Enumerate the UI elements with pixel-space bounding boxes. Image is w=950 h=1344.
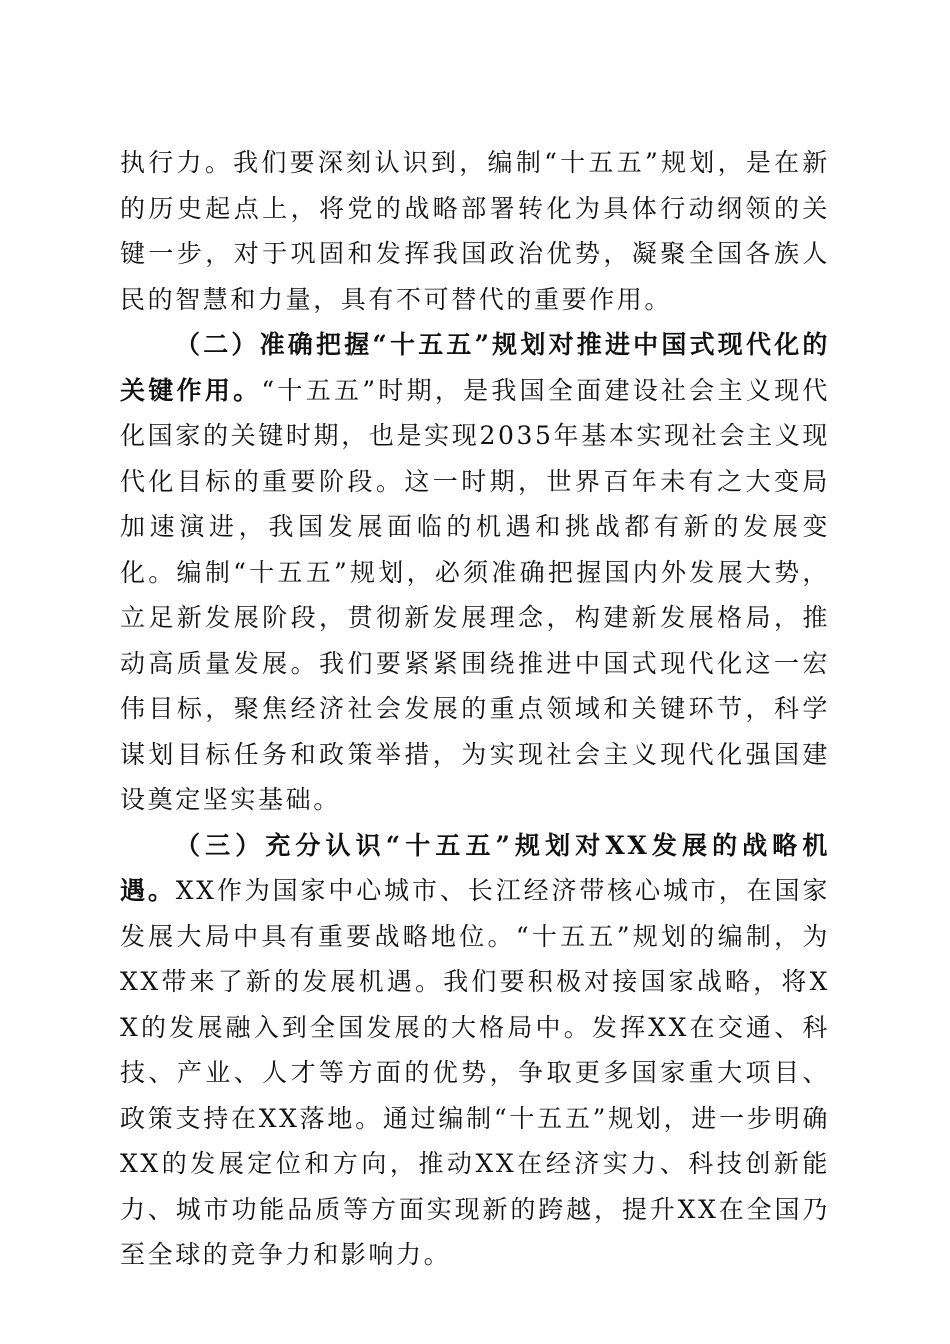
section-3-body: XX作为国家中心城市、长江经济带核心城市，在国家发展大局中具有重要战略地位。“十五五”规划的编制，为XX带来了新的发展机遇。我们要积极对接国家战略，将XX的发展融入到全国发展的大格局中。发挥XX在交通、科技、产业、人才等方面的优势，争取更多国家重大项目、政策支持在XX落地。通过编制“十五五”规划，进一步明确XX的发展定位和方向，推动XX在经济实力、科技创新能力、城市功能品质等方面实现新的跨越，提升XX在全国乃至全球的竞争力和影响力。	[120, 876, 831, 1269]
section-2-body: “十五五”时期，是我国全面建设社会主义现代化国家的关键时期，也是实现2035年基本实现社会主义现代化目标的重要阶段。这一时期，世界百年未有之大变局加速演进，我国发展面临的机遇和挑战都有新的发展变化。编制“十五五”规划，必须准确把握国内外发展大势，立足新发展阶段，贯彻新发展理念，构建新发展格局，推动高质量发展。我们要紧紧围绕推进中国式现代化这一宏伟目标，聚焦经济社会发展的重点领域和关键环节，科学谋划目标任务和政策举措，为实现社会主义现代化强国建设奠定坚实基础。	[120, 375, 830, 814]
section-2-paragraph	[120, 322, 830, 823]
section-3-heading: （三）充分认识“十五五”规划对XX发展的战略机遇。	[120, 830, 830, 905]
document-body	[120, 140, 830, 1278]
section-2-heading: （二）准确把握“十五五”规划对推进中国式现代化的关键作用。	[120, 330, 830, 405]
paragraph-continuation: 执行力。我们要深刻认识到，编制“十五五”规划，是在新的历史起点上，将党的战略部署转化为具体行动纲领的关键一步，对于巩固和发挥我国政治优势，凝聚全国各族人民的智慧和力量，具有不可替代的重要作用。	[120, 148, 830, 314]
section-3-paragraph	[120, 823, 830, 1278]
